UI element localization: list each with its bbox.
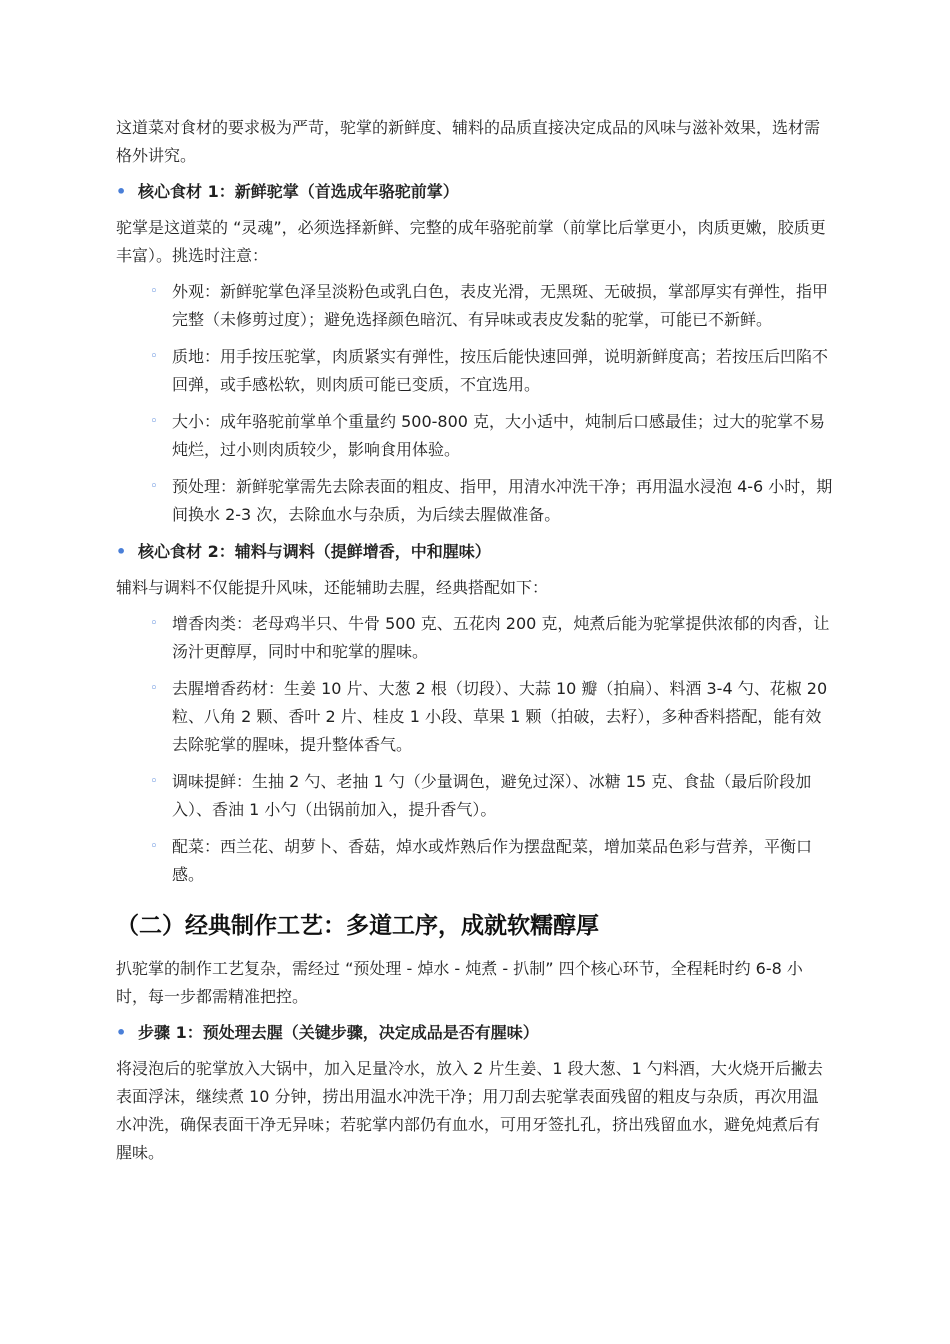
section2-heading-text: 核心食材 2：辅料与调料（提鲜增香，中和腥味） — [138, 542, 491, 561]
circle-bullet-icon: ◦ — [150, 479, 158, 494]
list-item-text: 预处理：新鲜驼掌需先去除表面的粗皮、指甲，用清水冲洗干净；再用温水浸泡 4-6 小时，期间换水 2-3 次，去除血水与杂质，为后续去腥做准备。 — [172, 477, 833, 524]
bullet-icon: • — [116, 542, 127, 561]
section1-heading-text: 核心食材 1：新鲜驼掌（首选成年骆驼前掌） — [138, 182, 459, 201]
list-item-text: 去腥增香药材：生姜 10 片、大葱 2 根（切段）、大蒜 10 瓣（拍扁）、料酒 3-4 勺、花椒 20 粒、八角 2 颗、香叶 2 片、桂皮 1 小段、草果 1 颗（拍破，去籽），多种香料搭配，能有效去除驼掌的腥味，提升整体香气。 — [172, 679, 828, 754]
list-item-text: 配菜：西兰花、胡萝卜、香菇，焯水或炸熟后作为摆盘配菜，增加菜品色彩与营养，平衡口感。 — [172, 837, 813, 884]
list-item-text: 大小：成年骆驼前掌单个重量约 500-800 克，大小适中，炖制后口感最佳；过大的驼掌不易炖烂，过小则肉质较少，影响食用体验。 — [172, 412, 826, 459]
step1-heading — [116, 1019, 834, 1047]
list-item-text: 外观：新鲜驼掌色泽呈淡粉色或乳白色，表皮光滑，无黑斑、无破损，掌部厚实有弹性，指甲完整（未修剪过度）；避免选择颜色暗沉、有异味或表皮发黏的驼掌，可能已不新鲜。 — [172, 282, 829, 329]
list-item-text: 质地：用手按压驼掌，肉质紧实有弹性，按压后能快速回弹，说明新鲜度高；若按压后凹陷不回弹，或手感松软，则肉质可能已变质，不宜选用。 — [172, 347, 829, 394]
list-item — [150, 675, 834, 759]
step1-paragraph: 将浸泡后的驼掌放入大锅中，加入足量冷水，放入 2 片生姜、1 段大葱、1 勺料酒，大火烧开后撇去表面浮沫，继续煮 10 分钟，捞出用温水冲洗干净；用刀刮去驼掌表面残留的粗皮与杂质，再次用温水冲洗，确保表面干净无异味；若驼掌内部仍有血水，可用牙签扎孔，挤出残留血水，避免炖煮后有腥味。 — [116, 1059, 823, 1162]
circle-bullet-icon: ◦ — [150, 414, 158, 429]
list-item-text: 增香肉类：老母鸡半只、牛骨 500 克、五花肉 200 克，炖煮后能为驼掌提供浓郁的肉香，让汤汁更醇厚，同时中和驼掌的腥味。 — [172, 614, 830, 661]
section3-paragraph: 扒驼掌的制作工艺复杂，需经过 “预处理 - 焯水 - 炖煮 - 扒制” 四个核心环节，全程耗时约 6-8 小时，每一步都需精准把控。 — [116, 959, 803, 1006]
bullet-icon: • — [116, 182, 127, 201]
section1-heading — [116, 178, 834, 206]
section2-list — [150, 610, 834, 889]
circle-bullet-icon: ◦ — [150, 774, 158, 789]
section1-list — [150, 278, 834, 529]
list-item — [150, 408, 834, 464]
list-item — [150, 278, 834, 334]
section2-paragraph: 辅料与调料不仅能提升风味，还能辅助去腥，经典搭配如下： — [116, 578, 549, 597]
section3-title: （二）经典制作工艺：多道工序，成就软糯醇厚 — [116, 913, 599, 939]
list-item — [150, 768, 834, 824]
list-item — [150, 473, 834, 529]
step1-heading-text: 步骤 1：预处理去腥（关键步骤，决定成品是否有腥味） — [138, 1023, 539, 1042]
list-item — [150, 833, 834, 889]
bullet-icon: • — [116, 1023, 127, 1042]
section2-heading — [116, 538, 834, 566]
list-item-text: 调味提鲜：生抽 2 勺、老抽 1 勺（少量调色，避免过深）、冰糖 15 克、食盐（最后阶段加入）、香油 1 小勺（出锅前加入，提升香气）。 — [172, 772, 812, 819]
circle-bullet-icon: ◦ — [150, 616, 158, 631]
section1-paragraph: 驼掌是这道菜的 “灵魂”，必须选择新鲜、完整的成年骆驼前掌（前掌比后掌更小，肉质更嫩，胶质更丰富）。挑选时注意： — [116, 218, 826, 265]
circle-bullet-icon: ◦ — [150, 681, 158, 696]
list-item — [150, 610, 834, 666]
circle-bullet-icon: ◦ — [150, 349, 158, 364]
circle-bullet-icon: ◦ — [150, 839, 158, 854]
list-item — [150, 343, 834, 399]
circle-bullet-icon: ◦ — [150, 284, 158, 299]
intro-paragraph: 这道菜对食材的要求极为严苛，驼掌的新鲜度、辅料的品质直接决定成品的风味与滋补效果，选材需格外讲究。 — [116, 118, 821, 165]
